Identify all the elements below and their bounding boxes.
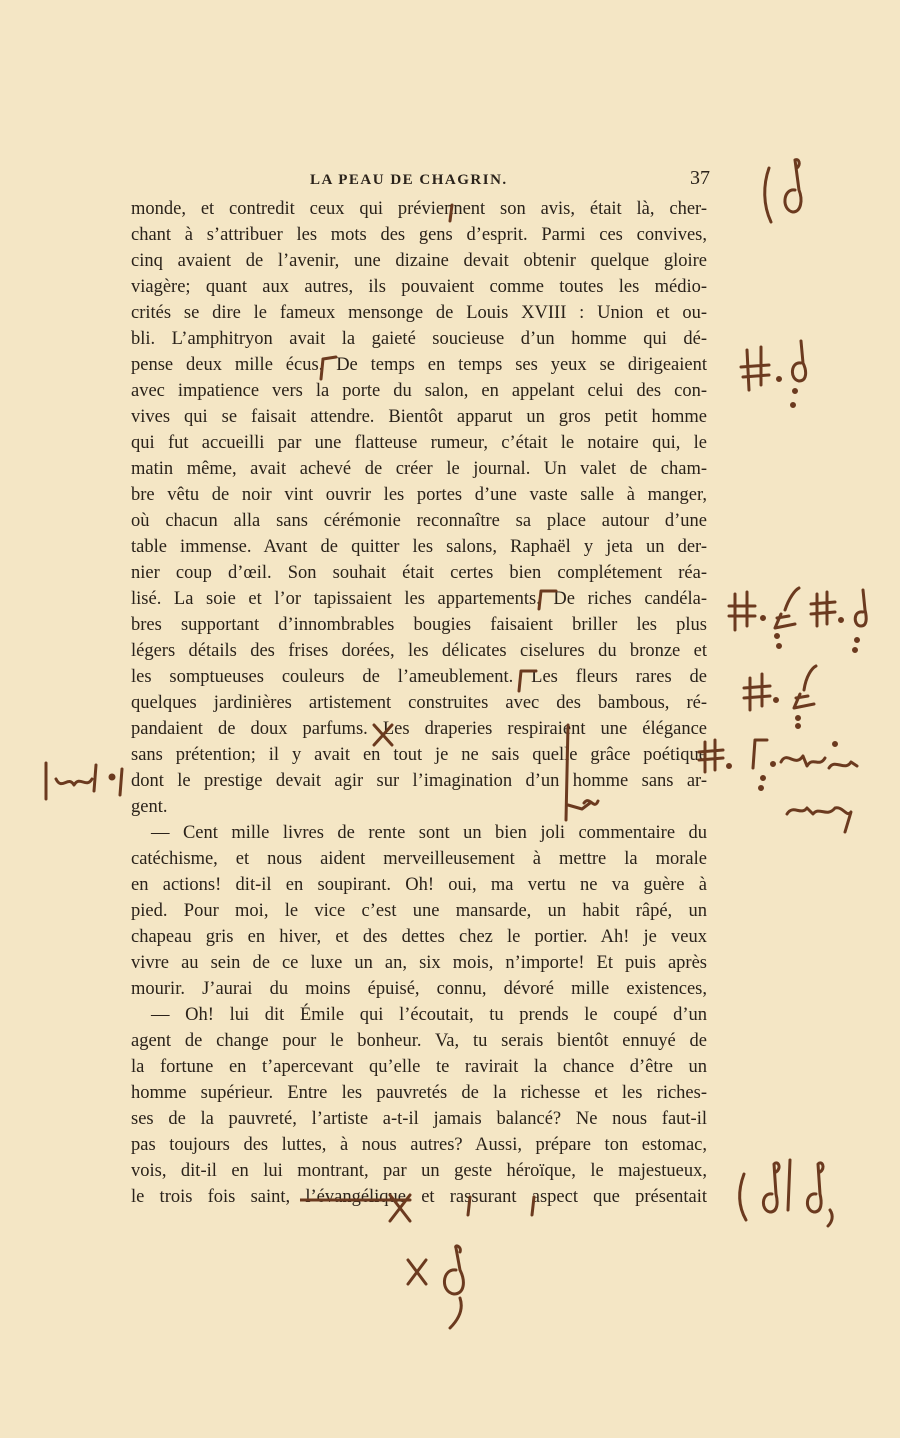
text-line: bli. L’amphitryon avait la gaieté soucieuse d’un homme qui dé- (131, 329, 707, 349)
text-line: les somptueuses couleurs de l’ameublement. Les fleurs rares de (131, 667, 707, 687)
margin-note-5 (695, 728, 870, 838)
text-line: pied. Pour moi, le vice c’est une mansarde, un habit râpé, un (131, 901, 707, 921)
text-line: qui fut accueilli par une flatteuse rumeur, c’était le notaire qui, le (131, 433, 707, 453)
text-line: sans prétention; il y avait en tout je ne sais quelle grâce poétique (131, 745, 707, 765)
text-line: bre vêtu de noir vint ouvrir les portes d’une vaste salle à manger, (131, 485, 707, 505)
margin-note-8 (398, 1240, 478, 1330)
text-line: homme supérieur. Entre les pauvretés de la richesse et les riches- (131, 1083, 707, 1103)
text-line: pandaient de doux parfums. Les draperies respiraient une élégance (131, 719, 707, 739)
text-line: chapeau gris en hiver, et des dettes chez le portier. Ah! je veux (131, 927, 707, 947)
text-line: vois, dit-il en lui montrant, par un geste héroïque, le majestueux, (131, 1161, 707, 1181)
text-line: où chacun alla sans cérémonie reconnaître sa place autour d’une (131, 511, 707, 531)
margin-note-2 (735, 335, 815, 415)
text-line: — Oh! lui dit Émile qui l’écoutait, tu prends le coupé d’un (151, 1005, 707, 1025)
text-line: matin même, avait achevé de créer le journal. Un valet de cham- (131, 459, 707, 479)
text-line: légers détails des frises dorées, les délicates ciselures du bronze et (131, 641, 707, 661)
margin-note-4 (740, 660, 830, 730)
text-line: — Cent mille livres de rente sont un bien joli commentaire du (151, 823, 707, 843)
margin-note-6 (40, 755, 130, 805)
text-line: le trois fois saint, l’évangélique et rassurant aspect que présentait (131, 1187, 707, 1207)
text-line: chant à s’attribuer les mots des gens d’esprit. Parmi ces convives, (131, 225, 707, 245)
margin-note-7 (730, 1150, 840, 1230)
text-line: dont le prestige devait agir sur l’imagination d’un homme sans ar- (131, 771, 707, 791)
text-line: pas toujours des luttes, à nous autres? Aussi, prépare ton estomac, (131, 1135, 707, 1155)
margin-note-3 (725, 580, 875, 655)
text-line: ses de la pauvreté, l’artiste a-t-il jamais balancé? Ne nous faut-il (131, 1109, 707, 1129)
text-line: catéchisme, et nous aident merveilleusement à mettre la morale (131, 849, 707, 869)
margin-note-1 (755, 150, 815, 230)
page-number: 37 (690, 167, 710, 189)
text-line: cinq avaient de l’avenir, une dizaine devait obtenir quelque gloire (131, 251, 707, 271)
text-line: avec impatience vers la porte du salon, en appelant celui des con- (131, 381, 707, 401)
text-line: viagère; quant aux autres, ils pouvaient comme toutes les médio- (131, 277, 707, 297)
text-line: vives qui se faisait attendre. Bientôt apparut un gros petit homme (131, 407, 707, 427)
text-line: mourir. J’aurai du moins épuisé, connu, dévoré mille existences, (131, 979, 707, 999)
text-line: crités se dire le fameux mensonge de Louis XVIII : Union et ou- (131, 303, 707, 323)
proof-marks (300, 195, 720, 1245)
text-line: agent de change pour le bonheur. Va, tu serais bientôt ennuyé de (131, 1031, 707, 1051)
text-line: pense deux mille écus. De temps en temps ses yeux se dirigeaient (131, 355, 707, 375)
running-header (130, 167, 710, 192)
text-line: lisé. La soie et l’or tapissaient les appartements. De riches candéla- (131, 589, 707, 609)
text-line: monde, et contredit ceux qui préviennent son avis, était là, cher- (131, 199, 707, 219)
text-line: quelques jardinières artistement construites avec des bambous, ré- (131, 693, 707, 713)
text-line: vivre au sein de ce luxe un an, six mois, n’importe! Et puis après (131, 953, 707, 973)
text-line: gent. (131, 797, 168, 817)
running-title: LA PEAU DE CHAGRIN. (310, 172, 508, 188)
text-line: bres supportant d’innombrables bougies faisaient briller les plus (131, 615, 707, 635)
text-line: en actions! dit-il en soupirant. Oh! oui, ma vertu ne va guère à (131, 875, 707, 895)
text-line: nier coup d’œil. Son souhait était certes bien complétement réa- (131, 563, 707, 583)
text-line: table immense. Avant de quitter les salons, Raphaël y jeta un der- (131, 537, 707, 557)
text-line: la fortune en t’apercevant qu’elle te ravirait la chance d’être un (131, 1057, 707, 1077)
